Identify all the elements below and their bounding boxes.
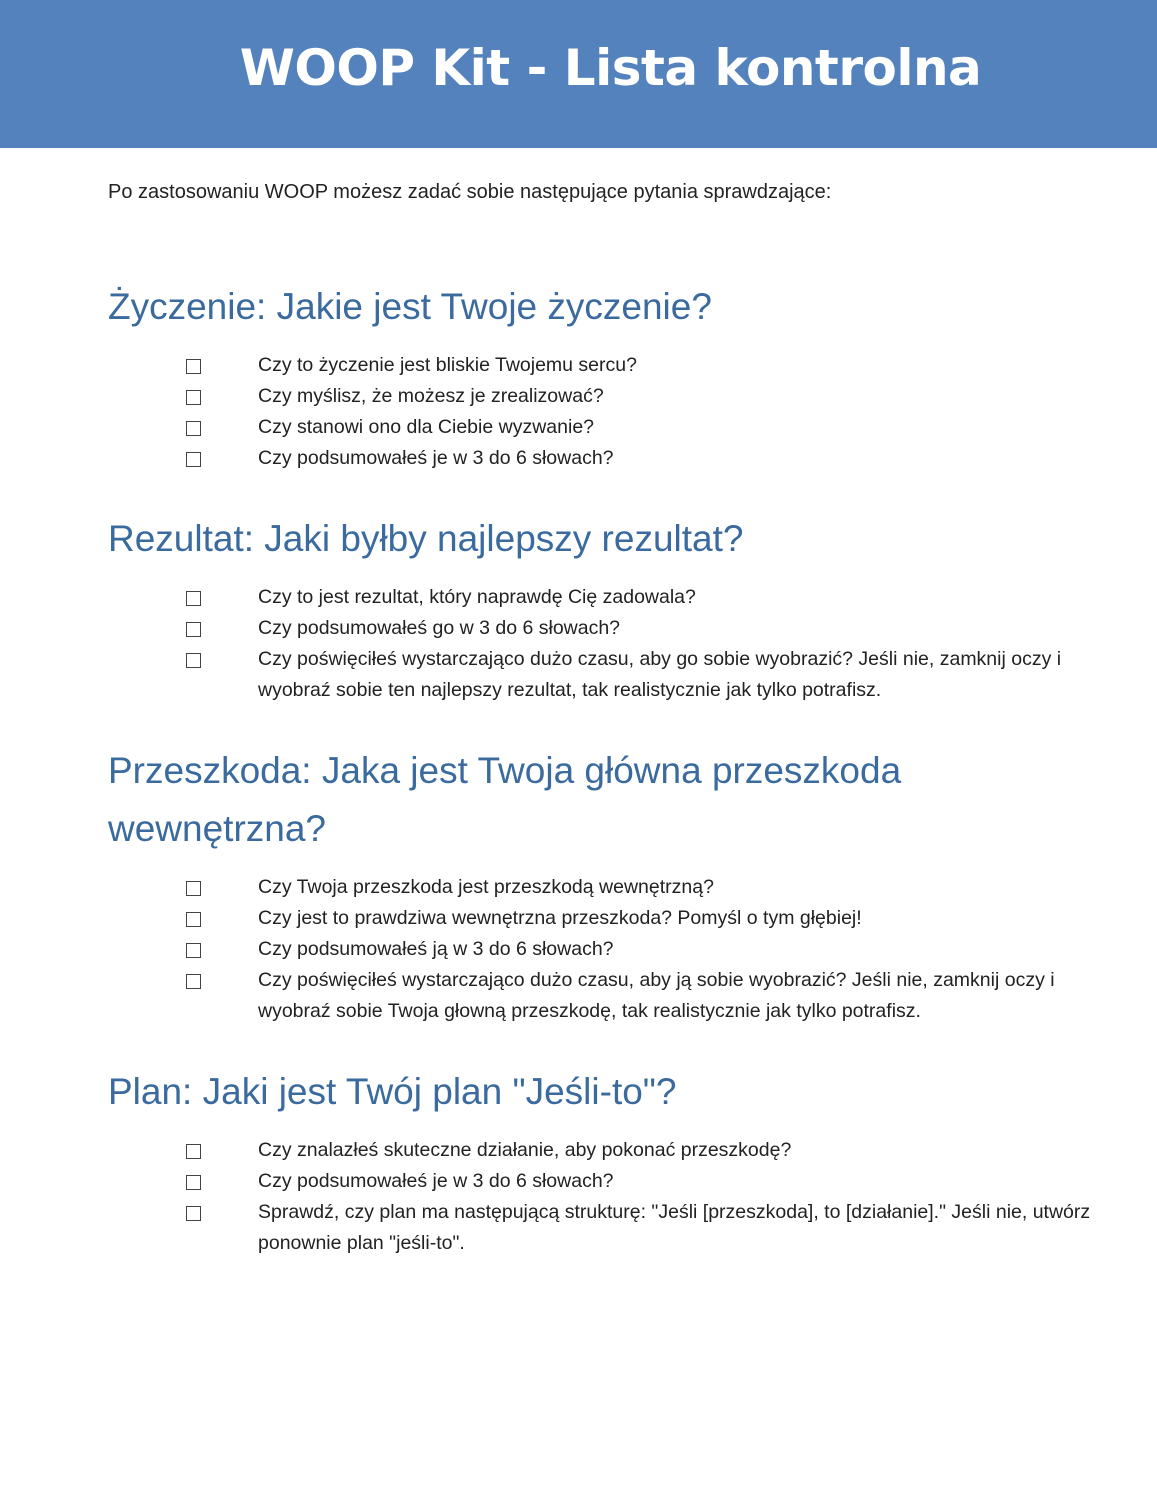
checkbox[interactable] xyxy=(186,653,201,668)
checklist-item-text: Czy poświęciłeś wystarczająco dużo czasu, aby ją sobie wyobrazić? Jeśli nie, zamknij oczy i wyobraź sobie Twoja głowną przeszkodę, tak realistycznie jak tylko potrafisz. xyxy=(258,969,1055,1022)
checklist-item xyxy=(108,1197,1098,1259)
section-title: Życzenie: Jakie jest Twoje życzenie? xyxy=(108,286,712,327)
checklist-item xyxy=(108,613,1098,644)
checkbox[interactable] xyxy=(186,1144,201,1159)
section-plan xyxy=(108,1063,1098,1259)
checklist-item-text: Czy myślisz, że możesz je zrealizować? xyxy=(258,385,604,407)
checkbox[interactable] xyxy=(186,452,201,467)
checkbox[interactable] xyxy=(186,912,201,927)
checklist-item-text: Czy znalazłeś skuteczne działanie, aby pokonać przeszkodę? xyxy=(258,1139,792,1161)
checklist-item xyxy=(108,965,1098,1027)
checklist-item xyxy=(108,443,1098,474)
checklist-item-text: Czy jest to prawdziwa wewnętrzna przeszkoda? Pomyśl o tym głębiej! xyxy=(258,907,862,929)
section-wish xyxy=(108,278,1098,474)
checklist-item xyxy=(108,644,1098,706)
checklist xyxy=(108,1135,1098,1259)
page-title: WOOP Kit - Lista kontrolna xyxy=(239,39,982,97)
checkbox[interactable] xyxy=(186,421,201,436)
checklist-item xyxy=(108,934,1098,965)
checklist-item xyxy=(108,1166,1098,1197)
checklist-item-text: Czy to jest rezultat, który naprawdę Cię zadowala? xyxy=(258,586,696,608)
checklist-item-text: Czy podsumowałeś je w 3 do 6 słowach? xyxy=(258,447,614,469)
checkbox[interactable] xyxy=(186,1175,201,1190)
checklist-item-text: Czy podsumowałeś ją w 3 do 6 słowach? xyxy=(258,938,614,960)
checklist-item xyxy=(108,872,1098,903)
section-title: Rezultat: Jaki byłby najlepszy rezultat? xyxy=(108,518,744,559)
checkbox[interactable] xyxy=(186,881,201,896)
checklist xyxy=(108,582,1098,706)
checklist-item-text: Czy poświęciłeś wystarczająco dużo czasu, aby go sobie wyobrazić? Jeśli nie, zamknij oczy i wyobraź sobie ten najlepszy rezultat, tak realistycznie jak tylko potrafisz. xyxy=(258,648,1062,701)
checklist xyxy=(108,872,1098,1027)
checklist-item xyxy=(108,582,1098,613)
checkbox[interactable] xyxy=(186,591,201,606)
checklist-item xyxy=(108,903,1098,934)
checklist-item xyxy=(108,1135,1098,1166)
checklist-item xyxy=(108,381,1098,412)
checklist-item-text: Czy Twoja przeszkoda jest przeszkodą wewnętrzną? xyxy=(258,876,714,898)
section-title: Przeszkoda: Jaka jest Twoja główna przeszkoda wewnętrzna? xyxy=(108,750,902,849)
document-body xyxy=(108,176,1098,1259)
checkbox[interactable] xyxy=(186,359,201,374)
checklist-item-text: Czy stanowi ono dla Ciebie wyzwanie? xyxy=(258,416,595,438)
checklist xyxy=(108,350,1098,474)
section-title: Plan: Jaki jest Twój plan "Jeśli-to"? xyxy=(108,1071,677,1112)
checklist-item-text: Sprawdź, czy plan ma następującą strukturę: "Jeśli [przeszkoda], to [działanie]." Jeśli nie, utwórz ponownie plan "jeśli-to". xyxy=(258,1201,1091,1254)
intro-text: Po zastosowaniu WOOP możesz zadać sobie następujące pytania sprawdzające: xyxy=(108,181,832,203)
checklist-item-text: Czy podsumowałeś go w 3 do 6 słowach? xyxy=(258,617,621,639)
checkbox[interactable] xyxy=(186,622,201,637)
checklist-item xyxy=(108,350,1098,381)
section-obstacle xyxy=(108,742,1098,1027)
header-banner xyxy=(0,0,1157,148)
checkbox[interactable] xyxy=(186,390,201,405)
checkbox[interactable] xyxy=(186,1206,201,1221)
checkbox[interactable] xyxy=(186,974,201,989)
checkbox[interactable] xyxy=(186,943,201,958)
checklist-item-text: Czy podsumowałeś je w 3 do 6 słowach? xyxy=(258,1170,614,1192)
section-outcome xyxy=(108,510,1098,706)
checklist-item-text: Czy to życzenie jest bliskie Twojemu sercu? xyxy=(258,354,637,376)
checklist-item xyxy=(108,412,1098,443)
